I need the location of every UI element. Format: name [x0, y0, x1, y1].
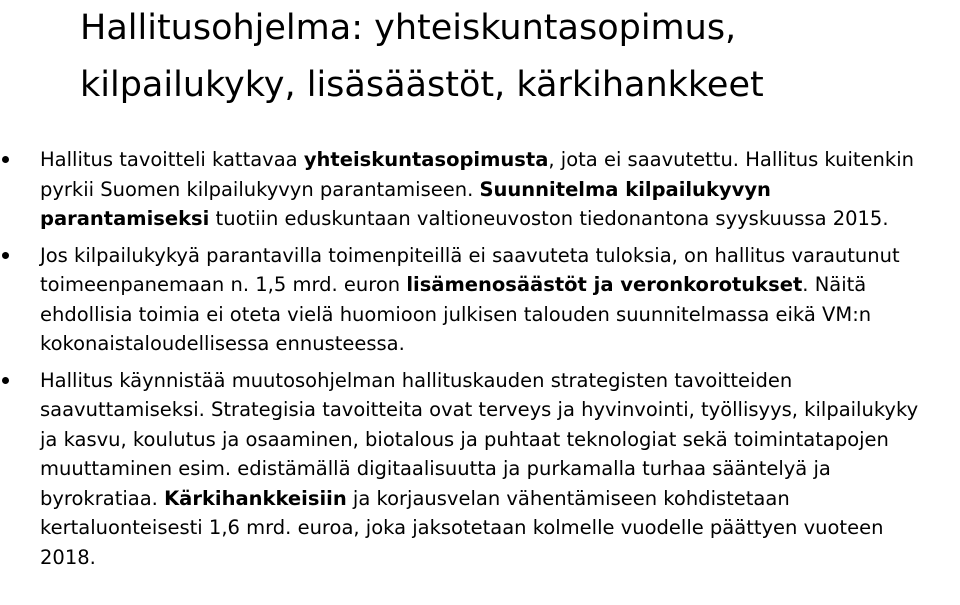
bullet-text-bold: yhteiskuntasopimusta: [303, 148, 549, 171]
bullet-text-bold: Suunnitelma kilpailukyvyn parantamiseksi: [40, 177, 771, 230]
bullet-item: [0, 366, 940, 573]
bullet-text-segment: . Näitä ehdollisia toimia ei oteta vielä huomioon julkisen talouden suunnitelmassa eikä VM:n kokonaistaloudellisessa ennusteessa.: [40, 273, 872, 355]
bullet-text-bold: lisämenosäästöt ja veronkorotukset: [406, 273, 803, 296]
bullet-text-segment: , jota ei saavutettu. Hallitus kuitenkin pyrkii Suomen kilpailukyvyn parantamiseen.: [40, 148, 914, 201]
slide-title: Hallitusohjelma: yhteiskuntasopimus, kilpailukyky, lisäsäästöt, kärkihankkeet: [80, 8, 764, 105]
bullet-list: [0, 145, 960, 579]
bullet-dot-icon: [2, 252, 9, 259]
bullet-text-bold: Kärkihankkeisiin: [164, 486, 347, 510]
bullet-text-segment: Jos kilpailukykyä parantavilla toimenpiteillä ei saavuteta tuloksia, on hallitus varautunut toimeenpanemaan n. 1,5 mrd. euron: [40, 243, 900, 296]
bullet-item: [0, 241, 940, 359]
bullet-text-segment: tuotiin eduskuntaan valtioneuvoston tiedonantona syyskuussa 2015.: [209, 207, 889, 230]
bullet-text-segment: ja korjausvelan vähentämiseen kohdistetaan kertaluonteisesti 1,6 mrd. euroa, joka jaksotetaan kolmelle vuodelle päättyen vuoteen 2018.: [40, 486, 884, 569]
bullet-item: [0, 145, 940, 234]
bullet-dot-icon: [2, 377, 9, 384]
bullet-dot-icon: [2, 156, 9, 163]
bullet-text-segment: Hallitus käynnistää muutosohjelman hallituskauden strategisten tavoitteiden saavuttamiseksi. Strategisia tavoitteita ovat terveys ja hyvinvointi, työllisyys, kilpailukyky ja kasvu, koulutus ja osaaminen, biotalous ja puhtaat teknologiat sekä toimintatapojen muuttaminen esim. edistämällä digitaalisuutta ja purkamalla turhaa sääntelyä ja byrokratiaa.: [40, 368, 919, 510]
bullet-text-segment: Hallitus tavoitteli kattavaa: [40, 148, 304, 171]
